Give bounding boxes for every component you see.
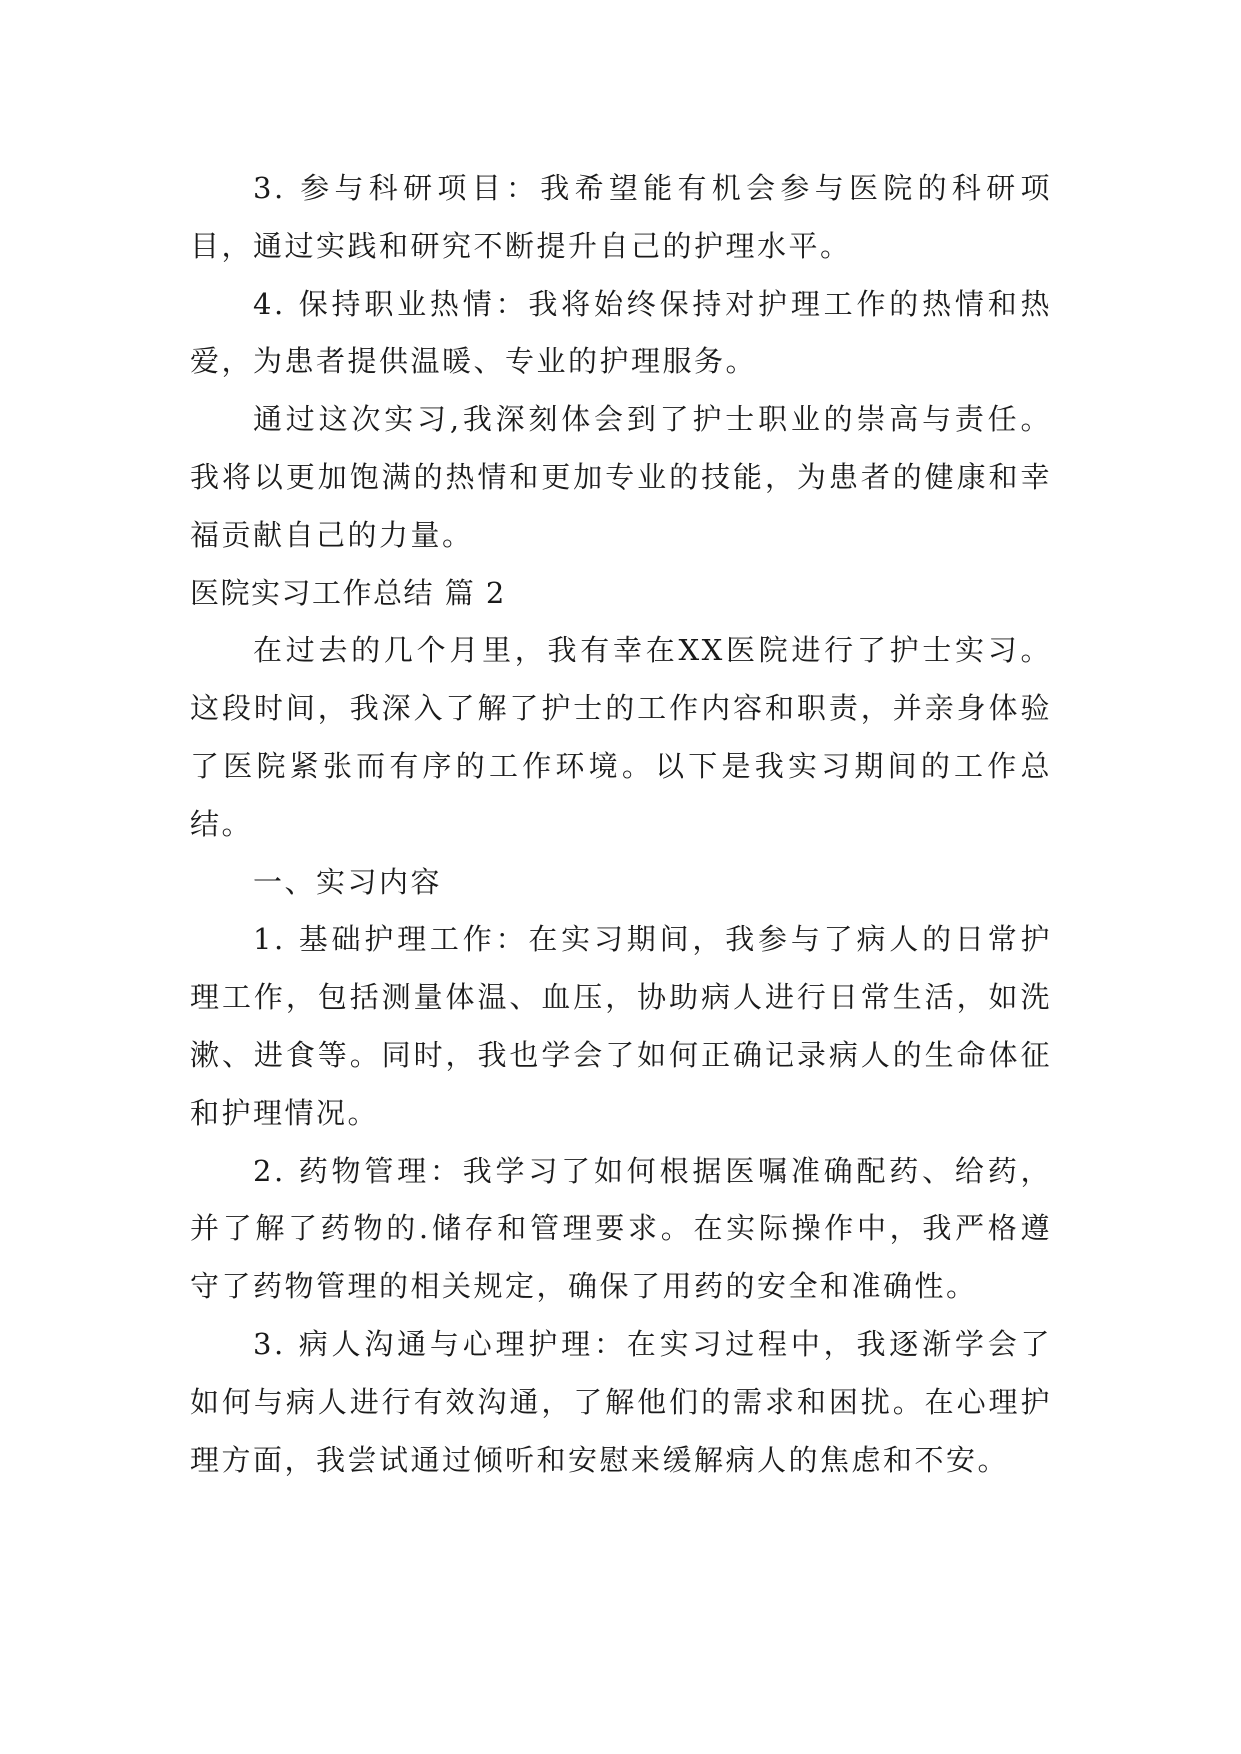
document-body	[190, 160, 1052, 1489]
paragraph-patient-communication: 3. 病人沟通与心理护理：在实习过程中，我逐渐学会了如何与病人进行有效沟通，了解他们的需求和困扰。在心理护理方面，我尝试通过倾听和安慰来缓解病人的焦虑和不安。	[190, 1326, 1052, 1477]
paragraph-research-projects: 3. 参与科研项目：我希望能有机会参与医院的科研项目，通过实践和研究不断提升自己的护理水平。	[190, 171, 1052, 263]
paragraph-basic-nursing: 1. 基础护理工作：在实习期间，我参与了病人的日常护理工作，包括测量体温、血压，协助病人进行日常生活，如洗漱、进食等。同时，我也学会了如何正确记录病人的生命体征和护理情况。	[190, 922, 1052, 1130]
paragraph-conclusion: 通过这次实习,我深刻体会到了护士职业的崇高与责任。我将以更加饱满的热情和更加专业的技能，为患者的健康和幸福贡献自己的力量。	[190, 402, 1052, 552]
section-heading: 医院实习工作总结 篇 2	[190, 575, 506, 610]
subheading-internship-content: 一、实习内容	[253, 864, 443, 899]
paragraph-introduction: 在过去的几个月里，我有幸在XX医院进行了护士实习。这段时间，我深入了解了护士的工作内容和职责，并亲身体验了医院紧张而有序的工作环境。以下是我实习期间的工作总结。	[190, 633, 1052, 841]
paragraph-professional-passion: 4. 保持职业热情：我将始终保持对护理工作的热情和热爱，为患者提供温暖、专业的护理服务。	[190, 286, 1052, 379]
paragraph-medication-management: 2. 药物管理：我学习了如何根据医嘱准确配药、给药，并了解了药物的.储存和管理要求。在实际操作中，我严格遵守了药物管理的相关规定，确保了用药的安全和准确性。	[190, 1153, 1052, 1304]
